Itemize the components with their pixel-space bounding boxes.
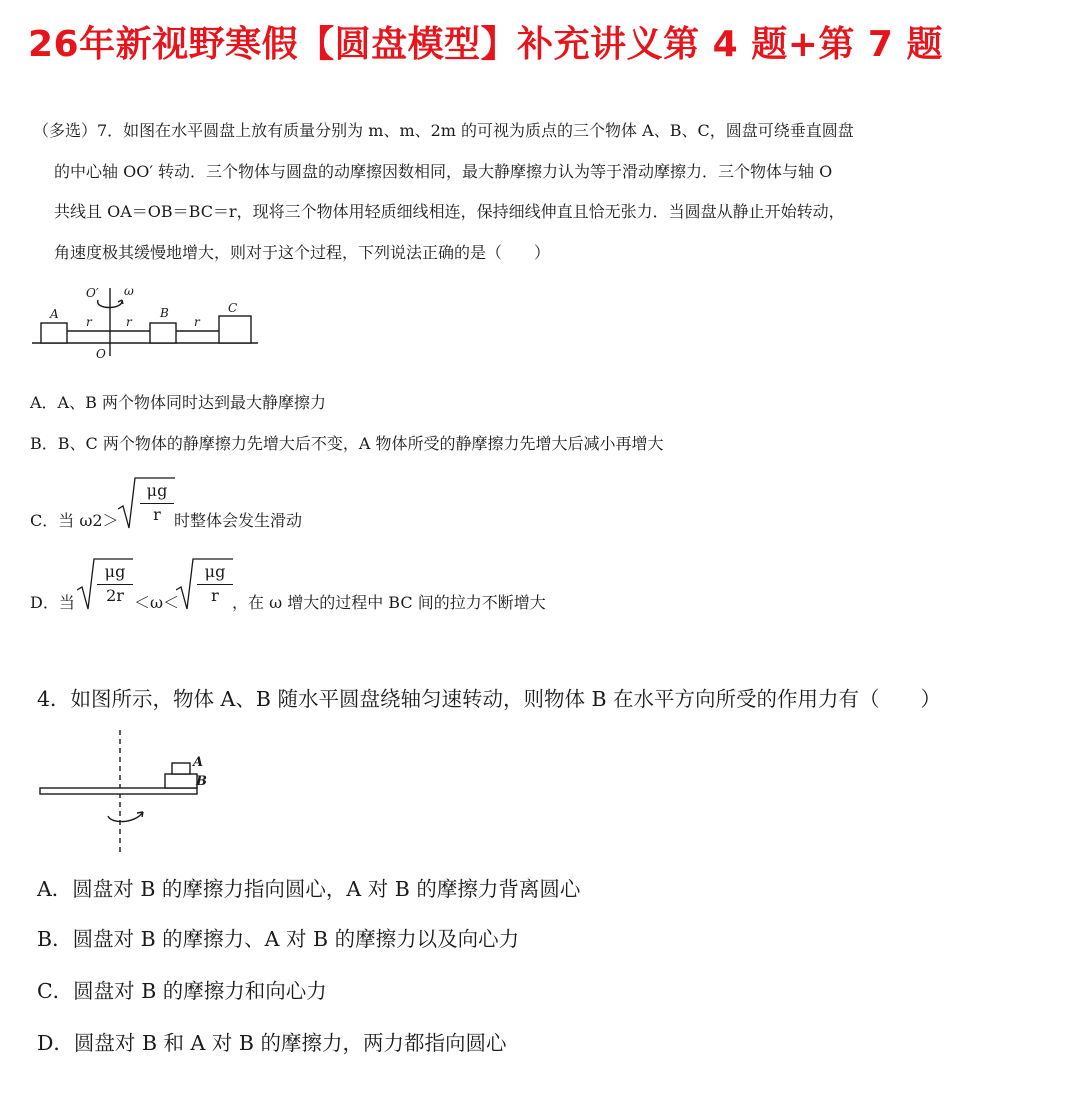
sqrt-mu-g-over-r-2: [176, 557, 234, 613]
question-7-line-3: 共线且 OA＝OB＝BC＝r，现将三个物体用轻质细线相连，保持细线伸直且恰无张力．当圆盘从静止开始转动，: [54, 202, 845, 221]
question-7-option-a: A．A、B 两个物体同时达到最大静摩擦力: [30, 393, 326, 412]
question-7-line-4: 角速度极其缓慢地增大，则对于这个过程，下列说法正确的是（ ）: [54, 243, 551, 262]
fraction-bar: [97, 584, 133, 585]
question-7-option-d-prefix: D．当: [30, 593, 75, 612]
label-r-2: r: [126, 315, 132, 329]
question-4-option-b: B．圆盘对 B 的摩擦力、A 对 B 的摩擦力以及向心力: [37, 927, 520, 951]
fraction-denominator: 2r: [106, 586, 124, 605]
question-4-option-a: A．圆盘对 B 的摩擦力指向圆心，A 对 B 的摩擦力背离圆心: [37, 877, 581, 901]
label-omega: ω: [124, 284, 134, 298]
fraction-denominator: r: [211, 586, 219, 605]
label-o-prime: O′: [86, 286, 99, 300]
page-title: 26年新视野寒假【圆盘模型】补充讲义第 4 题+第 7 题: [28, 24, 943, 65]
sqrt-mu-g-over-r: [118, 476, 176, 532]
question-7-line-1: （多选）7．如图在水平圆盘上放有质量分别为 m、m、2m 的可视为质点的三个物体 A、B、C，圆盘可绕垂直圆盘: [33, 121, 854, 140]
disc-stacked-blocks-diagram: [35, 728, 225, 856]
fraction-bar: [140, 503, 174, 504]
label-a: A: [50, 307, 59, 321]
block-c-shape: [219, 316, 251, 343]
question-4-option-c: C．圆盘对 B 的摩擦力和向心力: [37, 979, 327, 1003]
question-7-option-b: B．B、C 两个物体的静摩擦力先增大后不变，A 物体所受的静摩擦力先增大后减小再增大: [30, 434, 664, 453]
question-7-option-c-suffix: 时整体会发生滑动: [174, 511, 303, 530]
question-4-option-d: D．圆盘对 B 和 A 对 B 的摩擦力，两力都指向圆心: [37, 1031, 507, 1055]
fraction-numerator: μg: [204, 562, 226, 581]
question-7-option-d-suffix: ，在 ω 增大的过程中 BC 间的拉力不断增大: [232, 593, 546, 612]
fraction-numerator: μg: [146, 481, 168, 500]
label-b: B: [196, 774, 207, 789]
label-c: C: [228, 301, 238, 315]
block-b-shape: [150, 323, 176, 343]
label-b: B: [160, 306, 169, 320]
question-7-option-c-prefix: C．当 ω2＞: [30, 511, 119, 530]
question-7-option-d-middle: ＜ω＜: [134, 593, 180, 612]
label-r-3: r: [194, 315, 200, 329]
fraction-denominator: r: [153, 505, 161, 524]
question-7-line-2: 的中心轴 OO′ 转动．三个物体与圆盘的动摩擦因数相同，最大静摩擦力认为等于滑动摩擦力．三个物体与轴 O: [54, 162, 833, 181]
label-a: A: [193, 755, 204, 770]
question-4-stem: 4．如图所示，物体 A、B 随水平圆盘绕轴匀速转动，则物体 B 在水平方向所受的作用力有（ ）: [37, 687, 942, 711]
disc-plate: [40, 788, 197, 794]
block-a-shape: [172, 763, 190, 774]
fraction-numerator: μg: [104, 562, 126, 581]
fraction-bar: [197, 584, 233, 585]
label-o: O: [96, 347, 106, 361]
block-b-shape: [165, 774, 197, 788]
label-r-1: r: [86, 315, 92, 329]
sqrt-mu-g-over-2r: [77, 557, 135, 613]
disc-three-blocks-diagram: [28, 280, 268, 375]
block-a-shape: [41, 323, 67, 343]
